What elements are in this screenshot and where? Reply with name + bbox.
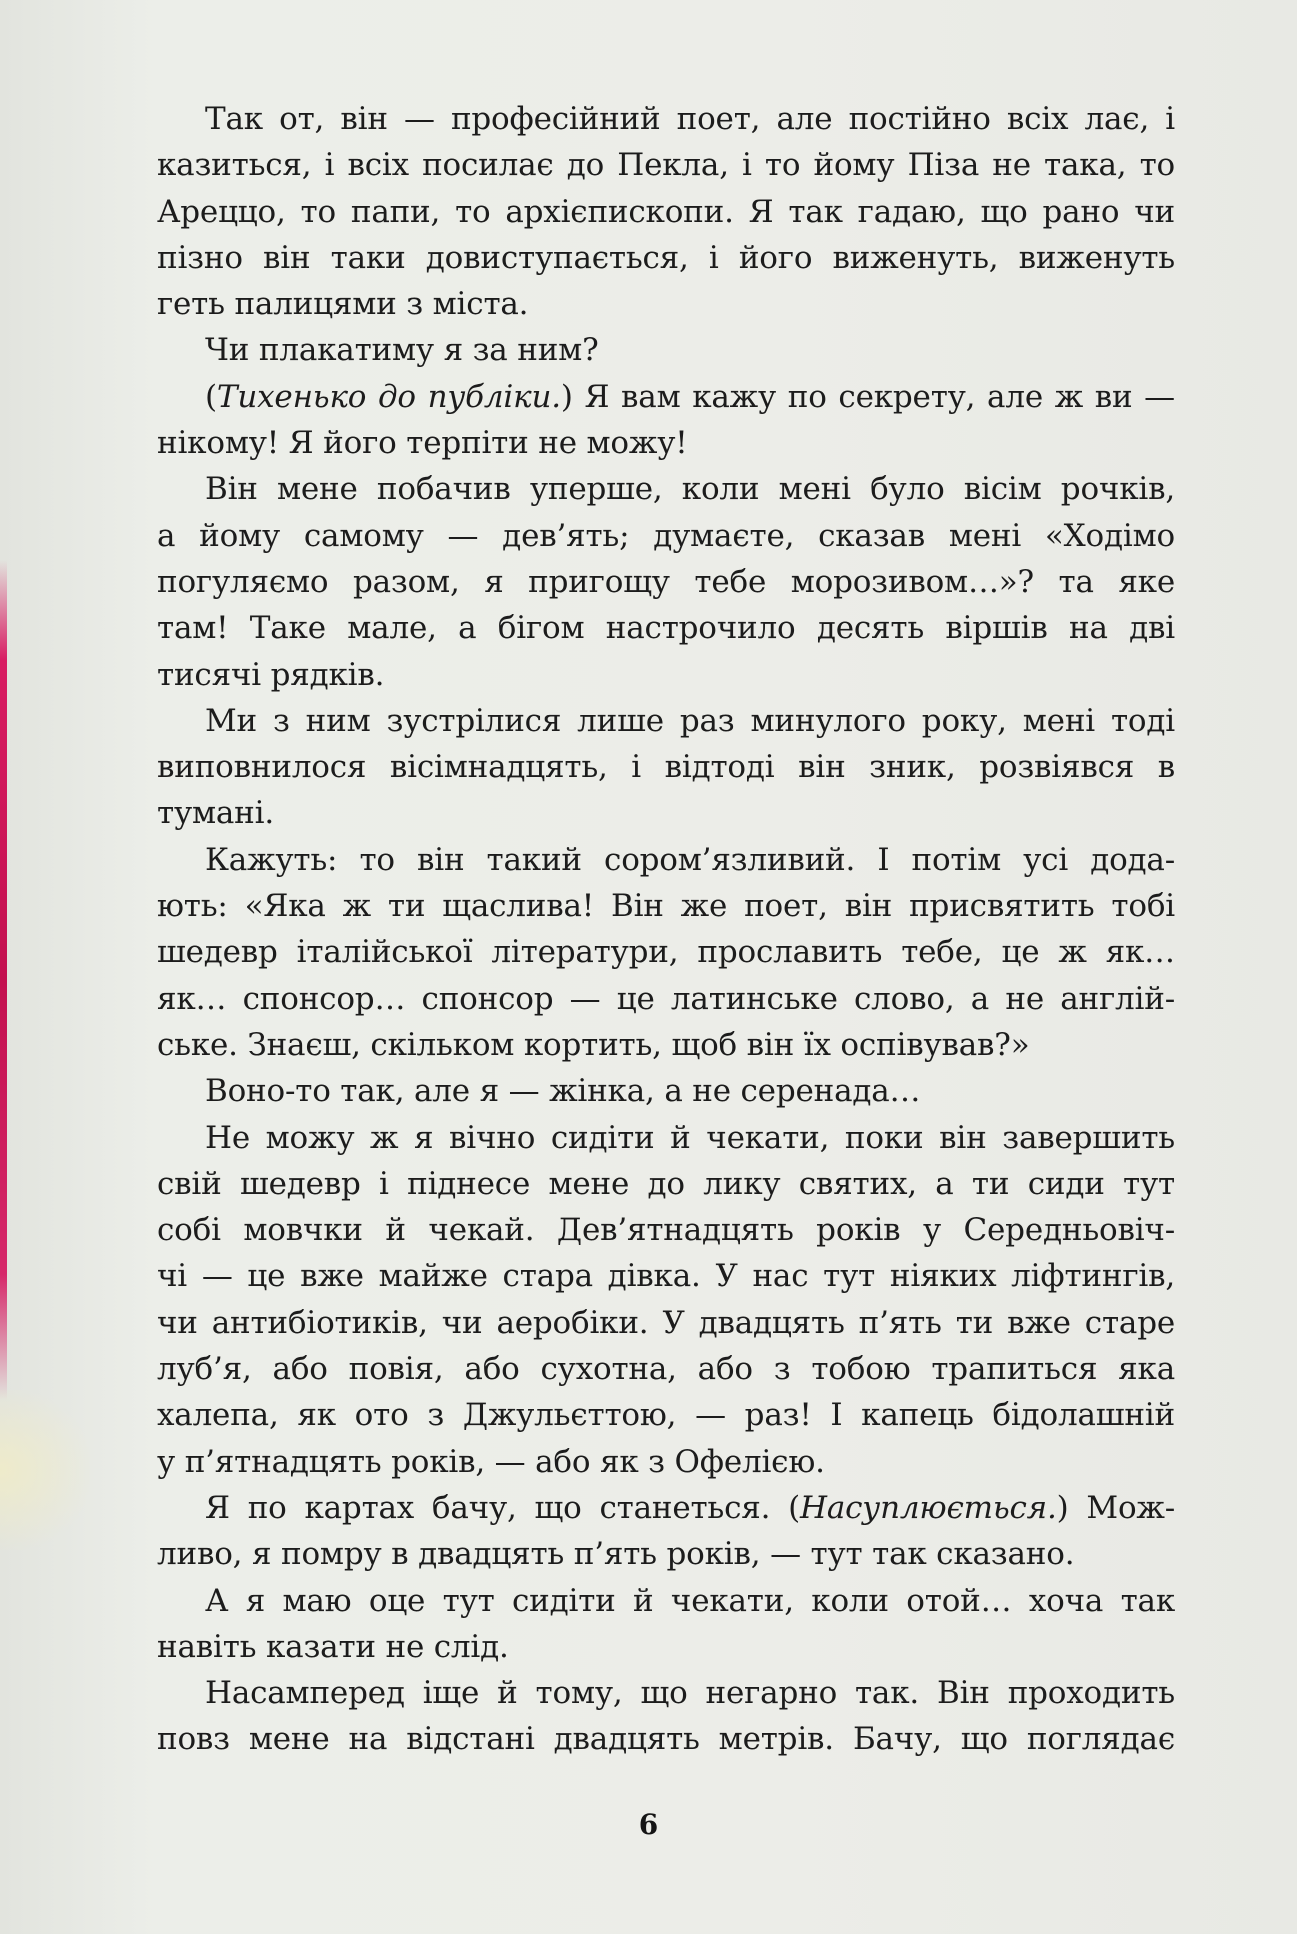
text-line: повз мене на відстані двадцять метрів. Бачу, що поглядає — [157, 1721, 1175, 1758]
paragraph-first-line: Воно-то так, але я — жінка, а не серенада… — [205, 1073, 921, 1110]
stage-direction: Насуплюється. — [800, 1489, 1057, 1526]
paragraph-first-line: Чи плакатиму я за ним? — [205, 332, 599, 369]
text-line: халепа, як ото з Джульєттою, — раз! І капець бідолашній — [157, 1397, 1175, 1434]
page-edge-glow — [0, 1390, 90, 1550]
text-line: там! Таке мале, а бігом настрочило десять віршів на дві — [157, 610, 1175, 647]
text-segment: ) Я вам кажу по секрету, але ж ви — — [560, 378, 1175, 415]
text-line: навіть казати не слід. — [157, 1628, 509, 1665]
text-segment: Я по картах бачу, що станеться. ( — [205, 1489, 801, 1526]
text-line: геть палицями з міста. — [157, 286, 529, 323]
text-line: чи антибіотиків, чи аеробіки. У двадцять п’ять ти вже старе — [157, 1304, 1175, 1341]
text-segment: ) Мож- — [1056, 1489, 1176, 1526]
text-line: ливо, я помру в двадцять п’ять років, — тут так сказано. — [157, 1536, 1075, 1573]
text-line: тисячі рядків. — [157, 656, 385, 693]
text-line: ське. Знаєш, скільком кортить, щоб він їх оспівував?» — [157, 1026, 1030, 1063]
paragraph-first-line: А я маю оце тут сидіти й чекати, коли отой… хоча так — [205, 1582, 1175, 1619]
text-line: свій шедевр і піднесе мене до лику святих, а ти сиди тут — [157, 1165, 1175, 1202]
text-line: собі мовчки й чекай. Дев’ятнадцять років у Середньовіч- — [157, 1212, 1175, 1249]
body-text — [157, 96, 1175, 1763]
paragraph-first-line: Так от, він — професійний поет, але постійно всіх лає, і — [205, 101, 1175, 137]
paragraph-first-line: Ми з ним зустрілися лише раз минулого року, мені тоді — [205, 702, 1175, 739]
paragraph-first-line: Насамперед іще й тому, що негарно так. Він проходить — [205, 1675, 1175, 1712]
paragraph-first-line: Не можу ж я вічно сидіти й чекати, поки він завершить — [205, 1119, 1175, 1156]
text-line: шедевр італійської літератури, прославить тебе, це ж як… — [157, 934, 1175, 971]
text-line: Ареццо, то папи, то архієпископи. Я так гадаю, що рано чи — [157, 193, 1175, 230]
text-line: пізно він таки довиступається, і його виженуть, виженуть — [157, 239, 1175, 276]
paragraph-first-line — [157, 374, 1175, 420]
text-line: виповнилося вісімнадцять, і відтоді він зник, розвіявся в — [157, 749, 1175, 786]
text-line: тумані. — [157, 795, 275, 832]
text-line: луб’я, або повія, або сухотна, або з тобою трапиться яка — [157, 1351, 1175, 1388]
text-line: чі — це вже майже стара дівка. У нас тут ніяких ліфтингів, — [157, 1258, 1175, 1295]
paragraph-first-line: Він мене побачив уперше, коли мені було вісім рочків, — [205, 471, 1175, 508]
text-line: ють: «Яка ж ти щаслива! Він же поет, він присвятить тобі — [157, 888, 1175, 925]
text-line: нікому! Я його терпіти не можу! — [157, 425, 688, 462]
paragraph-first-line: Кажуть: то він такий сором’язливий. І потім усі дода- — [205, 841, 1175, 878]
text-line: погуляємо разом, я пригощу тебе морозивом…»? та яке — [157, 563, 1175, 600]
text-line: як… спонсор… спонсор — це латинське слово, а не англій- — [157, 980, 1175, 1017]
paragraph-first-line — [157, 1485, 1175, 1531]
text-line: у п’ятнадцять років, — або як з Офелією. — [157, 1443, 825, 1480]
page-edge-tint — [0, 560, 7, 1400]
text-line: а йому самому — дев’ять; думаєте, сказав мені «Ходімо — [157, 517, 1175, 554]
text-line: казиться, і всіх посилає до Пекла, і то йому Піза не така, то — [157, 147, 1175, 184]
page-number: 6 — [638, 1808, 659, 1841]
text-segment: ( — [205, 378, 217, 415]
stage-direction: Тихенько до публіки. — [216, 378, 561, 415]
